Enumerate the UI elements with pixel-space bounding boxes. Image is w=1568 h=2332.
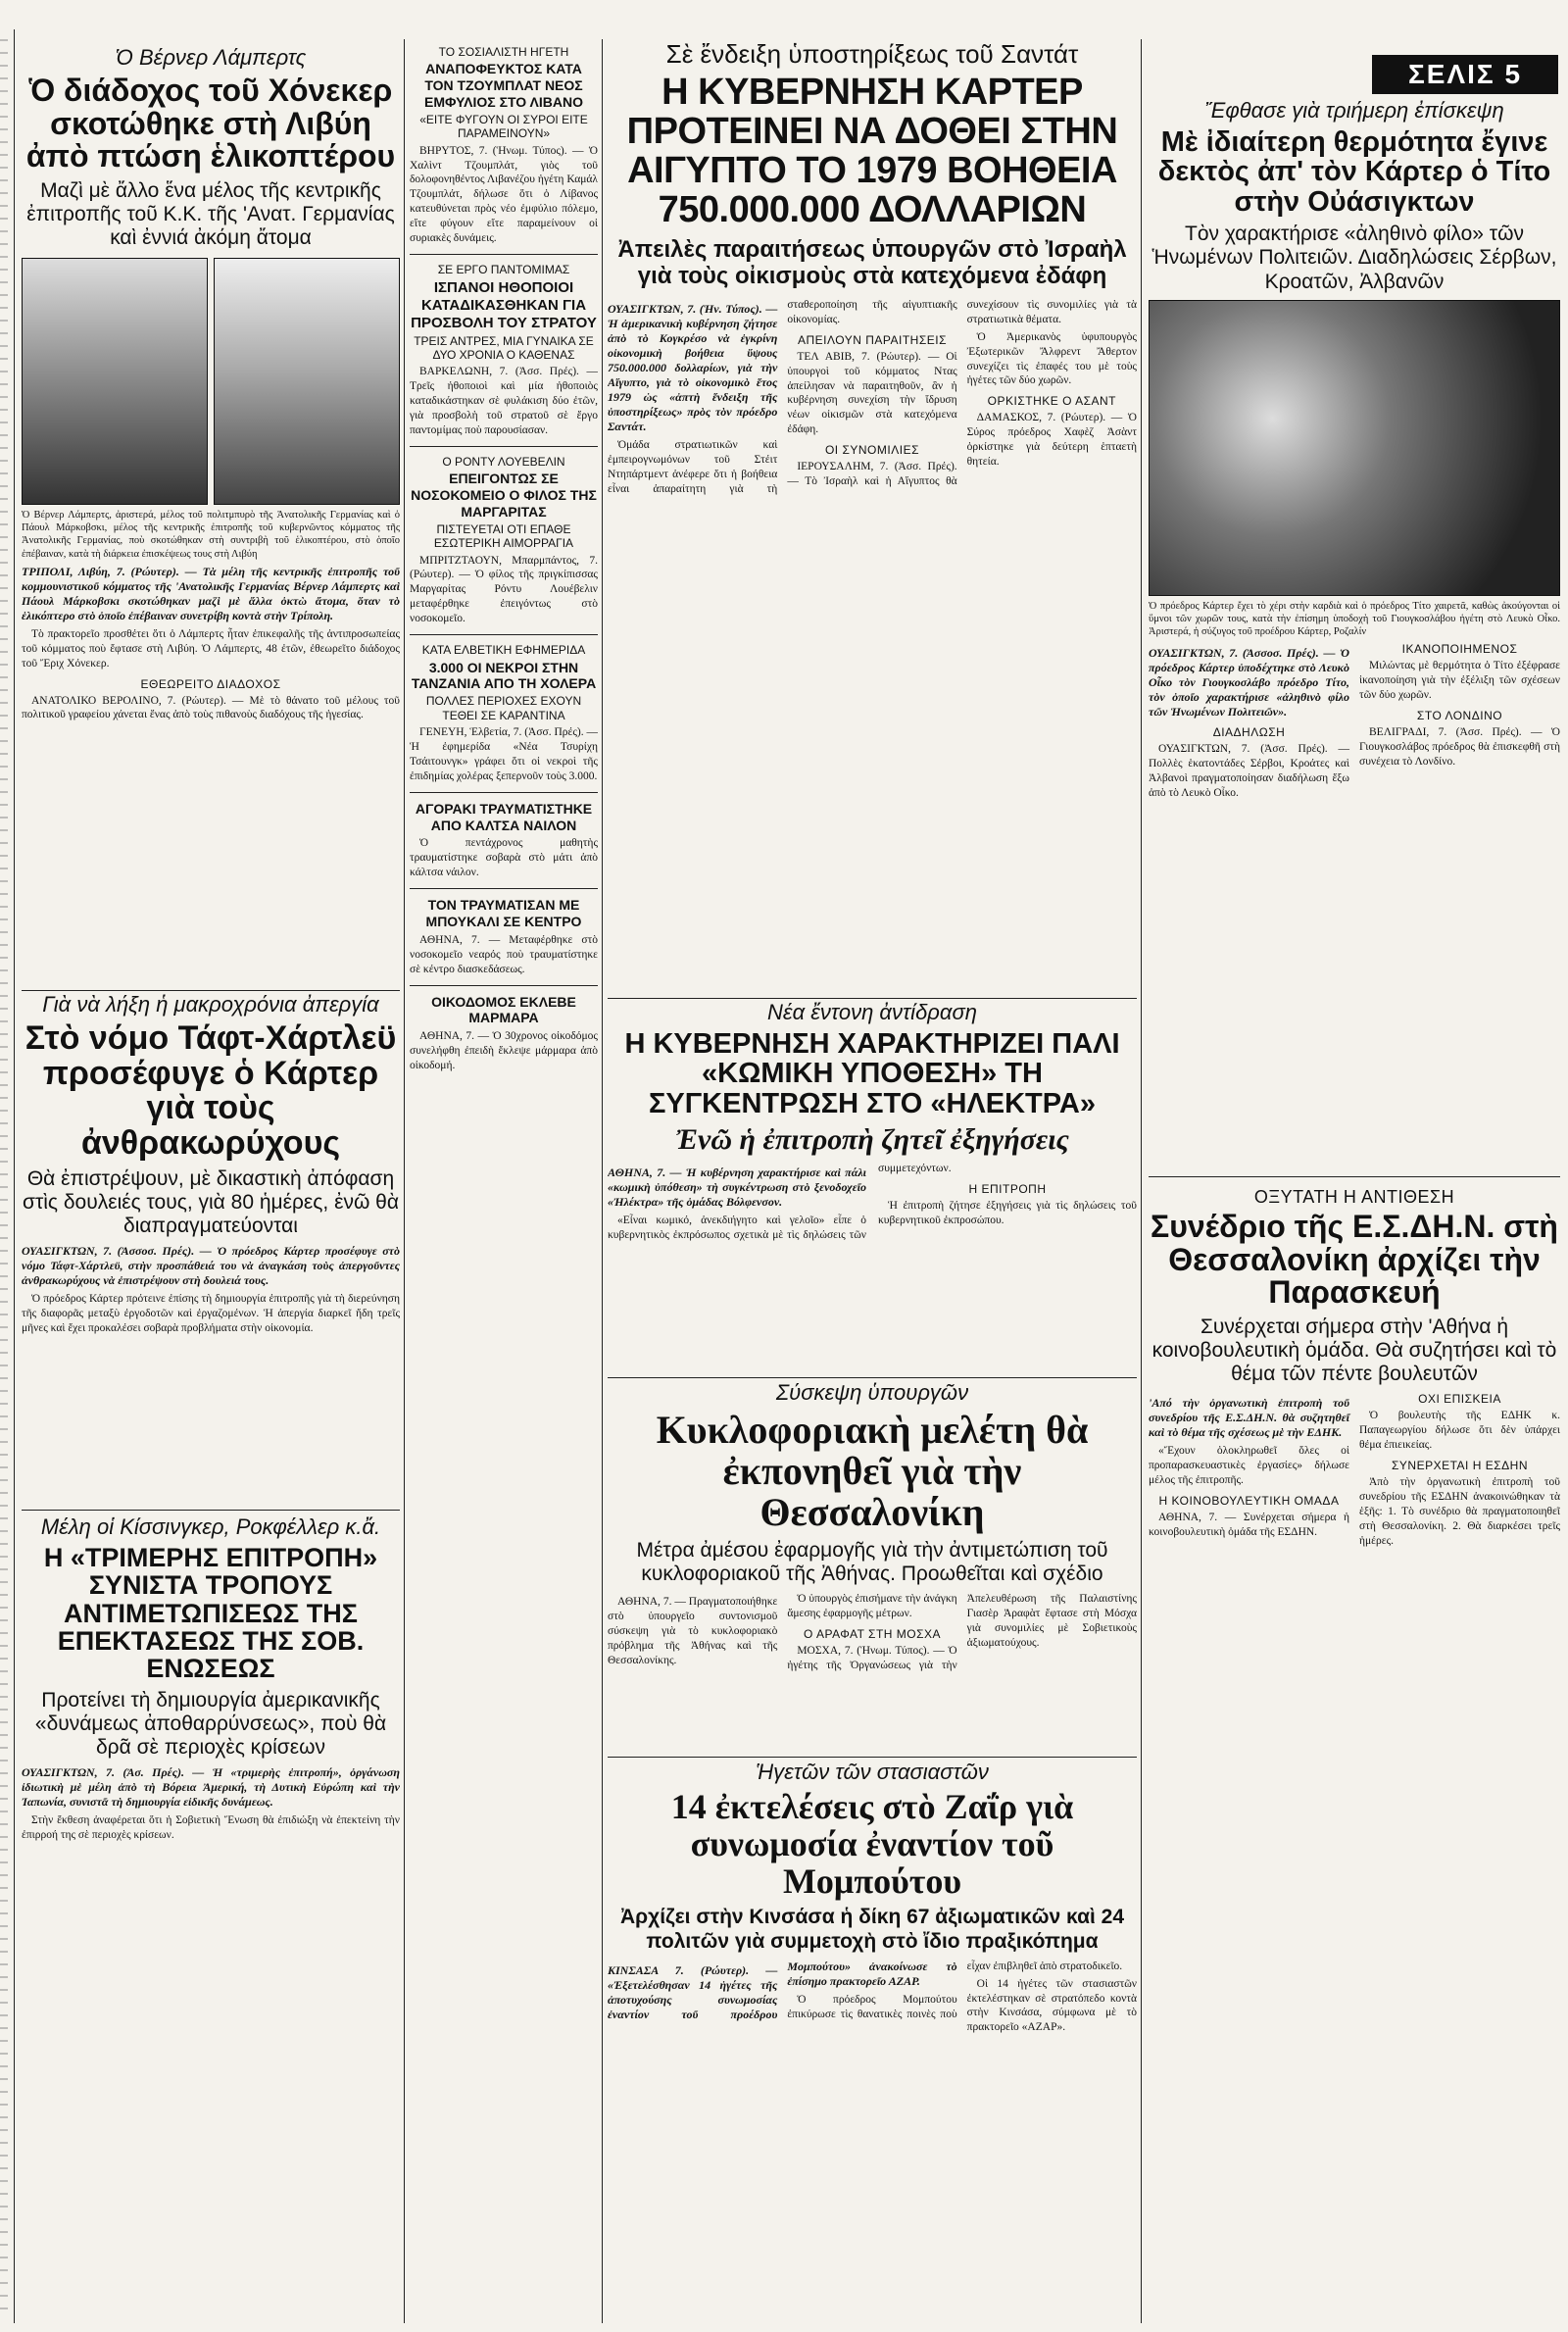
esdin-body3: Ὁ βουλευτὴς τῆς ΕΔΗΚ κ. Παπαγεωργίου δήλωσε ὅτι δὲν ὑπάρχει θέμα ἐπιεικείας. xyxy=(1359,1410,1560,1452)
traffic-headline: Κυκλοφοριακὴ μελέτη θὰ ἐκπονηθεῖ γιὰ τὴν Θεσσαλονίκη xyxy=(656,1408,1089,1534)
trilateral-headline: Η «ΤΡΙΜΕΡΗΣ ΕΠΙΤΡΟΠΗ» ΣΥΝΙΣΤΑ ΤΡΟΠΟΥΣ ΑΝΤΙΜΕΤΩΠΙΣΕΩΣ ΤΗΣ ΕΠΕΚΤΑΣΕΩΣ ΤΗΣ ΣΟΒ. ΕΝΩΣΕΩΣ xyxy=(43,1543,378,1684)
cholera-body: ΓΕΝΕΥΗ, Ἑλβετία, 7. (Ἀσσ. Πρές). — Ἡ ἐφημερίδα «Νέα Τσυρίχη Τσάιτουνγκ» γράφει ὅτι οἱ νεκροὶ τῆς ἐπιδημίας χολέρας ξεπερνοῦν τοὺς 3.000. xyxy=(410,726,598,782)
esdin-body2: ΑΘΗΝΑ, 7. — Συνέρχεται σήμερα ἡ κοινοβουλευτικὴ ὁμάδα τῆς ΕΣΔΗΝ. xyxy=(1149,1512,1349,1538)
lamberts-headline: Ὁ διάδοχος τοῦ Χόνεκερ σκοτώθηκε στὴ Λιβύη ἀπὸ πτώση ἑλικοπτέρου xyxy=(25,73,396,174)
trilateral-subhead: Προτείνει τὴ δημιουργία ἀμερικανικῆς «δυνάμεως ἀποθαρρύνσεως», ποὺ θὰ δρᾶ σὲ περιοχὲς κρίσεων xyxy=(34,1688,387,1759)
esdin-article xyxy=(1149,1181,1560,2318)
marble-headline: ΟΙΚΟΔΟΜΟΣ ΕΚΛΕΒΕ ΜΑΡΜΑΡΑ xyxy=(431,993,576,1026)
egypt-body4: Ὁ Ἀμερικανὸς ὑφυπουργὸς Ἐξωτερικῶν Ἄλφρεντ Ἄθερτον συνεχίζει τὶς ἐπαφές του μὲ τοὺς ἡγέτες τῶν δύο χωρῶν. xyxy=(966,330,1137,387)
lamberts-article xyxy=(22,45,400,1025)
electra-kicker: Νέα ἔντονη ἀντίδραση xyxy=(767,1000,977,1024)
bottle-body: ΑΘΗΝΑ, 7. — Μεταφέρθηκε στὸ νοσοκομεῖο νεαρός ποὺ τραυματίστηκε σὲ κέντρο διασκεδάσεως. xyxy=(410,933,598,975)
lebanon-body: ΒΗΡΥΤΟΣ, 7. (Ἡνωμ. Τύπος). — Ὁ Χαλὶντ Τζουμπλάτ, γιὸς τοῦ δολοφονηθέντος Λιβανέζου ἡγέτη Καμάλ Τζουμπλάτ, δήλωσε ὅτι ὁ Λίβανος κατευθύνεται πρὸς νέο ἐμφύλιο πόλεμο, εἴτε φύγουν εἴτε παραμείνουν οἱ συριακὲς δυνάμεις. xyxy=(410,144,598,245)
lamberts-lede: ΤΡΙΠΟΛΙ, Λιβύη, 7. (Ρώυτερ). — Τὰ μέλη τῆς κεντρικῆς ἐπιτροπῆς τοῦ κομμουνιστικοῦ κόμματος τῆς 'Ανατολικῆς Γερμανίας Βέρνερ Λάμπερτς καὶ Πάουλ Μάρκοβσκι σκοτώθηκαν μαζὶ μὲ ἄλλα ὀκτὼ ἄτομα, ὅταν τὸ ἑλικόπτερο στὸ ὁποῖο ἐπέβαιναν συνετρίβη κοντὰ στὴν Τρίπολη. xyxy=(22,564,400,622)
taft-kicker: Γιὰ νὰ λήξη ἡ μακροχρόνια ἀπεργία xyxy=(42,992,379,1017)
lamberts-body: Τὸ πρακτορεῖο προσθέτει ὅτι ὁ Λάμπερτς ἦταν ἐπικεφαλῆς τῆς ἀντιπροσωπείας τοῦ κόμματος ποὺ ἔφτασε στὴ Λιβύη. Ὁ Λάμπερτς, 48 ἐτῶν, ἐθεωρεῖτο διάδοχος τοῦ Ἔριχ Χόνεκερ. xyxy=(22,627,400,670)
egypt-body5: ΔΑΜΑΣΚΟΣ, 7. (Ρώυτερ). — Ὁ Σύρος πρόεδρος Χαφὲζ Ἀσὰντ ὁρκίστηκε γιὰ δεύτερη ἑπταετὴ θητεία. xyxy=(966,412,1137,469)
zaire-subhead: Ἀρχίζει στὴν Κινσάσα ἡ δίκη 67 ἀξιωματικῶν καὶ 24 πολιτῶν γιὰ συμμετοχὴ στὸ ἴδιο πραξικόπημα xyxy=(619,1906,1125,1953)
roddy-body: ΜΠΡΙΤΖΤΑΟΥΝ, Μπαρμπάντος, 7. (Ρώυτερ). — Ὁ φίλος τῆς πριγκίπισσας Μαργαρίτας Ρόντυ Λουέβελιν μεταφέρθηκε ἐπειγόντως στὸ νοσοκομεῖο. xyxy=(410,554,598,625)
electra-headline: Η ΚΥΒΕΡΝΗΣΗ ΧΑΡΑΚΤΗΡΙΖΕΙ ΠΑΛΙ «ΚΩΜΙΚΗ ΥΠΟΘΕΣΗ» ΤΗ ΣΥΓΚΕΝΤΡΩΣΗ ΣΤΟ «ΗΛΕΚΤΡΑ» xyxy=(624,1028,1120,1119)
esdin-lede: 'Από τὴν ὀργανωτικὴ ἐπιτροπὴ τοῦ συνεδρίου τῆς Ε.Σ.ΔΗ.Ν. θὰ συζητηθεῖ καὶ τὸ θέμα τῆς σχέσεως μὲ τὴν ΕΔΗΚ. xyxy=(1149,1396,1349,1440)
esdin-kicker: ΟΞΥΤΑΤΗ Η ΑΝΤΙΘΕΣΗ xyxy=(1253,1187,1455,1207)
esdin-section-group: Η ΚΟΙΝΟΒΟΥΛΕΥΤΙΚΗ ΟΜΑΔΑ xyxy=(1158,1494,1340,1509)
traffic-body: ΑΘΗΝΑ, 7. — Πραγματοποιήθηκε στὸ ὑπουργεῖο συντονισμοῦ σύσκεψη γιὰ τὸ κυκλοφοριακὸ πρόβλημα τῆς Ἀθήνας καὶ τῆς Θεσσαλονίκης. xyxy=(608,1596,778,1667)
marble-body: ΑΘΗΝΑ, 7. — Ὁ 30χρονος οἰκοδόμος συνελήφθη ἐπειδὴ ἔκλεψε μάρμαρα ἀπὸ οἰκοδομή. xyxy=(410,1030,598,1072)
trilateral-kicker: Μέλη οἱ Κίσσινγκερ, Ροκφέλλερ κ.ἄ. xyxy=(40,1514,381,1539)
egypt-body2: ΤΕΛ ΑΒΙΒ, 7. (Ρώυτερ). — Οἱ ὑπουργοὶ τοῦ κόμματος Ντας ἀπείλησαν νὰ παραιτηθοῦν, ἂν ἡ κυβέρνηση συνεχίση τὴν ἵδρυση νέων οἰκισμῶν στὰ κατεχόμενα ἐδάφη. xyxy=(787,350,957,436)
egypt-body3: ΙΕΡΟΥΣΑΛΗΜ, 7. (Ἀσσ. Πρές). — Τὸ Ἰσραὴλ καὶ ἡ Αἴγυπτος θὰ συνεχίσουν τὶς συνομιλίες γιὰ τὰ στρατιωτικὰ θέματα. xyxy=(787,298,1137,488)
egypt-lede: ΟΥΑΣΙΓΚΤΩΝ, 7. (Ἡν. Τύπος). — Ἡ ἀμερικανικὴ κυβέρνηση ζήτησε ἀπὸ τὸ Κογκρέσο νὰ ἐγκρίνη οἰκονομικὴ βοήθεια ὕψους 750.000.000 δολλαρίων, γιὰ τὴν Αἴγυπτο, γιὰ τὸ οἰκονομικὸ ἔτος 1979 ὡς «ἁπτὴ ἔνδειξη τῆς ὑποστηρίξεως» πρὸς τὸν πρόεδρο Σαντάτ. xyxy=(608,301,778,433)
cholera-section: ΚΑΤΑ ΕΛΒΕΤΙΚΗ ΕΦΗΜΕΡΙΔΑ xyxy=(421,643,586,658)
tito-body: ΟΥΑΣΙΓΚΤΩΝ, 7. (Ἀσσ. Πρές). — Πολλὲς ἑκατοντάδες Σέρβοι, Κροάτες καὶ Ἀλβανοὶ πραγματοποίησαν διαδήλωση ἔξω ἀπὸ τὸ Λευκὸ Οἶκο. xyxy=(1149,743,1349,799)
egypt-kicker: Σὲ ἔνδειξη ὑποστηρίξεως τοῦ Σαντάτ xyxy=(665,39,1079,69)
taft-body: Ὁ πρόεδρος Κάρτερ πρότεινε ἐπίσης τὴ δημιουργία ἐπιτροπῆς γιὰ τὴ διερεύνηση τῆς διαφορᾶς μεταξὺ ἐργοδοτῶν καὶ ἐργαζομένων. Ἡ ἀπεργία διαρκεῖ ἤδη τρεῖς μῆνες καὶ ἔχει προκαλέσει σοβαρὰ προβλήματα στὴν οἰκονομία. xyxy=(22,1293,400,1335)
electra-article xyxy=(608,1000,1137,1372)
lebanon-headline: ΑΝΑΠΟΦΕΥΚΤΟΣ ΚΑΤΑ ΤΟΝ ΤΖΟΥΜΠΛΑΤ ΝΕΟΣ ΕΜΦΥΛΙΟΣ ΣΤΟ ΛΙΒΑΝΟ xyxy=(424,61,583,110)
markowski-photo xyxy=(214,258,400,505)
taft-hartley-article xyxy=(22,992,400,1502)
tito-photo-caption: Ὁ πρόεδρος Κάρτερ ἔχει τὸ χέρι στὴν καρδιὰ καὶ ὁ πρόεδρος Τίτο χαιρετᾶ, καθὼς ἀκούγονται οἱ ὕμνοι τῶν χωρῶν τους, κατὰ τὴν ἐπίσημη ὑποδοχὴ τοῦ Γιουγκοσλάβου ἡγέτη στὸ Λευκὸ Οἶκο. Ἀριστερά, ἡ σύζυγος τοῦ προέδρου Κάρτερ, Ροζαλίν xyxy=(1149,600,1560,637)
actors-body: ΒΑΡΚΕΛΩΝΗ, 7. (Ἀσσ. Πρές). — Τρεῖς ἠθοποιοὶ καὶ μία ἠθοποιὸς καταδικάστηκαν σὲ φυλάκιση δύο ἐτῶν, γιὰ προσβολὴ τοῦ στρατοῦ σὲ ἔργο παντομίμας ποὺ παρουσίασαν. xyxy=(410,366,598,437)
tito-section-satisfied: ΙΚΑΝΟΠΟΙΗΜΕΝΟΣ xyxy=(1401,642,1518,657)
tito-body2: Μιλώντας μὲ θερμότητα ὁ Τίτο ἐξέφρασε ἱκανοποίηση γιὰ τὴν ἐξέλιξη τῶν σχέσεων τῶν δύο χωρῶν. xyxy=(1359,660,1560,701)
egypt-aid-article xyxy=(608,39,1137,1019)
electra-section: Η ΕΠΙΤΡΟΠΗ xyxy=(968,1181,1047,1196)
trilateral-lede: ΟΥΑΣΙΓΚΤΩΝ, 7. (Ἀσ. Πρές). — Ἡ «τριμερὴς ἐπιτροπή», ὀργάνωση ἰδιωτικὴ μὲ μέλη ἀπὸ τὴ Βόρεια Ἀμερική, τὴ Δυτικὴ Εὐρώπη καὶ τὴν Ἰαπωνία, συνιστᾶ τὴ δημιουργία εἰδικῆς δυνάμεως. xyxy=(22,1765,400,1810)
electra-subhead: Ἐνῶ ἡ ἐπιτροπὴ ζητεῖ ἐξηγήσεις xyxy=(675,1123,1069,1157)
esdin-section-convenes: ΣΥΝΕΡΧΕΤΑΙ Η ΕΣΔΗΝ xyxy=(1392,1459,1528,1473)
lamberts-kicker: Ὁ Βέρνερ Λάμπερτς xyxy=(115,45,307,70)
zaire-kicker: Ἡγετῶν τῶν στασιαστῶν xyxy=(756,1760,989,1784)
taft-lede: ΟΥΑΣΙΓΚΤΩΝ, 7. (Ἀσσοσ. Πρές). — Ὁ πρόεδρος Κάρτερ προσέφυγε στὸ νόμο Τάφτ-Χάρτλεϋ, στὴν προσπάθειά του νὰ ἀναγκάση τοὺς ἀπεργοῦντες ἀνθρακωρύχους νὰ ἐπιστρέψουν στὴ δουλειά τους. xyxy=(22,1244,400,1288)
tito-article xyxy=(1149,98,1560,1176)
actors-section: ΣΕ ΕΡΓΟ ΠΑΝΤΟΜΙΜΑΣ xyxy=(437,263,570,277)
traffic-subhead: Μέτρα ἀμέσου ἐφαρμογῆς γιὰ τὴν ἀντιμετώπιση τοῦ κυκλοφοριακοῦ τῆς Ἀθήνας. Προωθεῖται καὶ σχέδιο xyxy=(636,1539,1108,1586)
lamberts-photo xyxy=(22,258,208,505)
lamberts-subhead: Μαζὶ μὲ ἄλλο ἕνα μέλος τῆς κεντρικῆς ἐπιτροπῆς τοῦ Κ.Κ. τῆς 'Ανατ. Γερμανίας καὶ ἐννιά ἀκόμη ἄτομα xyxy=(26,178,395,250)
briefs-column xyxy=(410,43,598,2317)
lamberts-section: ΕΘΕΩΡΕΙΤΟ ΔΙΑΔΟΧΟΣ xyxy=(140,676,281,691)
esdin-subhead: Συνέρχεται σήμερα στὴν 'Αθήνα ἡ κοινοβουλευτικὴ ὁμάδα. Θὰ συζητήσει καὶ τὸ θέμα τῶν πέντε βουλευτῶν xyxy=(1152,1315,1557,1386)
zaire-headline: 14 ἐκτελέσεις στὸ Ζαΐρ γιὰ συνωμοσία ἐναντίον τοῦ Μομπούτου xyxy=(670,1787,1074,1901)
tito-body3: ΒΕΛΙΓΡΑΔΙ, 7. (Ἀσσ. Πρές). — Ὁ Γιουγκοσλάβος πρόεδρος θὰ ἐπισκεφθῆ στὴ συνέχεια τὸ Λονδίνο. xyxy=(1359,725,1560,768)
tito-lede: ΟΥΑΣΙΓΚΤΩΝ, 7. (Ἀσσοσ. Πρές). — Ὁ πρόεδρος Κάρτερ ὑποδέχτηκε στὸ Λευκὸ Οἶκο τὸν Γιουγκοσλάβο πρόεδρο Τίτο, τὸν ὁποῖο χαρακτήρισε «ἀληθινὸ φίλο τῶν Ἡνωμένων Πολιτειῶν». xyxy=(1149,646,1349,719)
egypt-section-resign: ΑΠΕΙΛΟΥΝ ΠΑΡΑΙΤΗΣΕΙΣ xyxy=(797,332,947,347)
traffic-kicker: Σύσκεψη ὑπουργῶν xyxy=(775,1380,969,1405)
egypt-section-talks: ΟΙ ΣΥΝΟΜΙΛΙΕΣ xyxy=(824,443,919,458)
tito-section-london: ΣΤΟ ΛΟΝΔΙΝΟ xyxy=(1416,708,1503,722)
taft-subhead: Θὰ ἐπιστρέψουν, μὲ δικαστικὴ ἀπόφαση στὶς δουλειές τους, γιὰ 80 ἡμέρες, ἐνῶ θὰ διαπραγματεύονται xyxy=(22,1166,399,1238)
tito-kicker: Ἔφθασε γιὰ τριήμερη ἐπίσκεψη xyxy=(1204,98,1504,123)
zaire-lede: ΚΙΝΣΑΣΑ 7. (Ρώυτερ). — «Ἐξετελέσθησαν 14 ἡγέτες τῆς ἀποτυχούσης συνωμοσίας ἐναντίον τοῦ προέδρου Μομπούτου» ἀνακοίνωσε τὸ ἐπίσημο πρακτορεῖο ΑΖΑΡ. xyxy=(608,1959,957,2021)
tito-carter-photo xyxy=(1149,300,1560,596)
egypt-section-assad: ΟΡΚΙΣΤΗΚΕ Ο ΑΣΑΝΤ xyxy=(987,394,1116,409)
taft-headline: Στὸ νόμο Τάφτ-Χάρτλεϋ προσέφυγε ὁ Κάρτερ γιὰ τοὺς ἀνθρακωρύχους xyxy=(24,1019,397,1163)
trilateral-body: Στὴν ἔκθεση ἀναφέρεται ὅτι ἡ Σοβιετικὴ Ἕνωση θὰ ἐπιδιώξη νὰ ἐπεκτείνη τὴν ἐπιρροή της σὲ περιοχὲς κρίσεων. xyxy=(22,1814,400,1842)
tito-subhead: Τὸν χαρακτήρισε «ἀληθινὸ φίλο» τῶν Ἡνωμένων Πολιτειῶν. Διαδηλώσεις Σέρβων, Κροατῶν, Ἀλβανῶν xyxy=(1152,223,1557,293)
lamberts-photo-caption: Ὁ Βέρνερ Λάμπερτς, ἀριστερά, μέλος τοῦ πολιτμπυρὸ τῆς Ἀνατολικῆς Γερμανίας καὶ ὁ Πάουλ Μάρκοβσκι, μέλος τῆς κεντρικῆς ἐπιτροπῆς τοῦ κυβερνῶντος κόμματος τῆς Ἀνατολικῆς Γερμανίας, ποὺ σκοτώθηκαν στὴ συντριβὴ τοῦ ἑλικοπτέρου, στὸ ὁποῖο ἐπέβαιναν, κατὰ τὴ διάρκεια ἐπισκέψεως τους στὴ Λιβύη xyxy=(22,510,400,560)
roddy-section: Ο ΡΟΝΤΥ ΛΟΥΕΒΕΛΙΝ xyxy=(442,454,565,469)
arafat-body: ΜΟΣΧΑ, 7. (Ἡνωμ. Τύπος). — Ὁ ἡγέτης τῆς Ὀργανώσεως γιὰ τὴν Ἀπελευθέρωση τῆς Παλαιστίνης Γιασὲρ Ἀραφὰτ ἔφτασε στὴ Μόσχα γιὰ συνομιλίες μὲ Σοβιετικοὺς ἀξιωματούχους. xyxy=(787,1593,1137,1672)
electra-body2: Ἡ ἐπιτροπὴ ζήτησε ἐξηγήσεις γιὰ τὶς δηλώσεις τοῦ κυβερνητικοῦ ἐκπροσώπου. xyxy=(878,1199,1137,1226)
page-label: ΣΕΛΙΣ 5 xyxy=(1372,55,1558,94)
zaire-article xyxy=(608,1760,1137,2318)
actors-subhead: ΤΡΕΙΣ ΑΝΤΡΕΣ, ΜΙΑ ΓΥΝΑΙΚΑ ΣΕ ΔΥΟ ΧΡΟΝΙΑ Ο ΚΑΘΕΝΑΣ xyxy=(414,333,594,362)
boy-body: Ὁ πεντάχρονος μαθητὴς τραυματίστηκε σοβαρὰ στὸ μάτι ἀπὸ κάλτσα νάιλον. xyxy=(410,837,598,879)
lebanon-subhead: «ΕΙΤΕ ΦΥΓΟΥΝ ΟΙ ΣΥΡΟΙ ΕΙΤΕ ΠΑΡΑΜΕΙΝΟΥΝ» xyxy=(419,112,588,141)
zaire-body2: Οἱ 14 ἡγέτες τῶν στασιαστῶν ἐκτελέστηκαν σὲ στρατόπεδο κοντὰ στὴν Κινσάσα, σύμφωνα μὲ τὸ πρακτορεῖο «ΑΖΑΡ». xyxy=(966,1977,1137,2034)
esdin-section-leniency: ΟΧΙ ΕΠΙΣΚΕΙΑ xyxy=(1418,1392,1501,1407)
egypt-headline: Η ΚΥΒΕΡΝΗΣΗ ΚΑΡΤΕΡ ΠΡΟΤΕΙΝΕΙ ΝΑ ΔΟΘΕΙ ΣΤΗΝ ΑΙΓΥΠΤΟ ΤΟ 1979 ΒΟΗΘΕΙΑ 750.000.000 ΔΟΛΛΑΡΙΩΝ xyxy=(626,72,1118,230)
tito-section-demo: ΔΙΑΔΗΛΩΣΗ xyxy=(1212,725,1286,740)
electra-lede: ΑΘΗΝΑ, 7. — Ἡ κυβέρνηση χαρακτήρισε καὶ πάλι «κωμικὴ ὑπόθεση» τὴ συγκέντρωση στὸ ξενοδοχεῖο «Ἠλέκτρα» τῆς ὁμάδας Βόλφενσον. xyxy=(608,1165,866,1209)
roddy-subhead: ΠΙΣΤΕΥΕΤΑΙ ΟΤΙ ΕΠΑΘΕ ΕΣΩΤΕΡΙΚΗ ΑΙΜΟΡΡΑΓΙΑ xyxy=(433,521,574,551)
traffic-body2: Ὁ ὑπουργὸς ἐπισήμανε τὴν ἀνάγκη ἄμεσης ἐφαρμογῆς μέτρων. xyxy=(787,1593,957,1620)
zaire-body: Ὁ πρόεδρος Μομπούτου ἐπικύρωσε τὶς θανατικὲς ποινὲς ποὺ εἶχαν ἐπιβληθεῖ ἀπὸ στρατοδικεῖο. xyxy=(787,1960,1123,2020)
traffic-article xyxy=(608,1380,1137,1753)
arafat-section: Ο ΑΡΑΦΑΤ ΣΤΗ ΜΟΣΧΑ xyxy=(803,1627,942,1642)
egypt-subhead: Ἀπειλὲς παραιτήσεως ὑπουργῶν στὸ Ἰσραὴλ γιὰ τοὺς οἰκισμοὺς στὰ κατεχόμενα ἐδάφη xyxy=(617,235,1127,290)
lamberts-body2: ΑΝΑΤΟΛΙΚΟ ΒΕΡΟΛΙΝΟ, 7. (Ρώυτερ). — Μὲ τὸ θάνατο τοῦ μέλους τοῦ πολιτικοῦ γραφείου χάνεται ἕνας ἀπὸ τοὺς πιθανοὺς διαδόχους τῆς ἡγεσίας. xyxy=(22,694,400,721)
egypt-body: Ὁμάδα στρατιωτικῶν καὶ ἐμπειρογνωμόνων τοῦ Στέιτ Ντηπάρτμεντ ἀνέφερε ὅτι ἡ βοήθεια εἶναι ἀπαραίτητη γιὰ τὴ σταθεροποίηση τῆς αἰγυπτιακῆς οἰκονομίας. xyxy=(608,298,957,495)
boy-headline: ΑΓΟΡΑΚΙ ΤΡΑΥΜΑΤΙΣΤΗΚΕ ΑΠΟ ΚΑΛΤΣΑ ΝΑΙΛΟΝ xyxy=(415,800,593,833)
trilateral-article xyxy=(22,1514,400,2318)
tito-headline: Μὲ ἰδιαίτερη θερμότητα ἔγινε δεκτὸς ἀπ' τὸν Κάρτερ ὁ Τίτο στὴν Οὐάσιγκτων xyxy=(1157,126,1551,218)
actors-headline: ΙΣΠΑΝΟΙ ΗΘΟΠΟΙΟΙ ΚΑΤΑΔΙΚΑΣΘΗΚΑΝ ΓΙΑ ΠΡΟΣΒΟΛΗ ΤΟΥ ΣΤΡΑΤΟΥ xyxy=(411,278,597,331)
esdin-body: «Ἔχουν ὁλοκληρωθεῖ ὅλες οἱ προπαρασκευαστικὲς ἐργασίες» δήλωσε μέλος τῆς ἐπιτροπῆς. xyxy=(1149,1445,1349,1487)
bottle-headline: ΤΟΝ ΤΡΑΥΜΑΤΙΣΑΝ ΜΕ ΜΠΟΥΚΑΛΙ ΣΕ ΚΕΝΤΡΟ xyxy=(425,897,582,929)
roddy-headline: ΕΠΕΙΓΟΝΤΩΣ ΣΕ ΝΟΣΟΚΟΜΕΙΟ Ο ΦΙΛΟΣ ΤΗΣ ΜΑΡΓΑΡΙΤΑΣ xyxy=(411,471,597,520)
cholera-headline: 3.000 ΟΙ ΝΕΚΡΟΙ ΣΤΗΝ ΤΑΝΖΑΝΙΑ ΑΠΟ ΤΗ ΧΟΛΕΡΑ xyxy=(411,659,597,692)
esdin-body4: Ἀπὸ τὴν ὀργανωτικὴ ἐπιτροπὴ τοῦ συνεδρίου τῆς ΕΣΔΗΝ ἀνακοινώθηκαν τὰ ἑξῆς: 1. Τὸ συνέδριο θὰ πραγματοποιηθεῖ στὴ Θεσσαλονίκη. 2. Θὰ διαρκέσει τρεῖς ἡμέρες. xyxy=(1359,1476,1560,1547)
esdin-headline: Συνέδριο τῆς Ε.Σ.ΔΗ.Ν. στὴ Θεσσαλονίκη ἀρχίζει τὴν Παρασκευή xyxy=(1151,1209,1558,1311)
left-edge-fragment xyxy=(0,39,14,2323)
lebanon-section: ΤΟ ΣΟΣΙΑΛΙΣΤΗ ΗΓΕΤΗ xyxy=(438,45,569,59)
electra-body: «Εἶναι κωμικό, ἀνεκδιήγητο καὶ γελοῖο» εἶπε ὁ κυβερνητικὸς ἐκπρόσωπος σχετικὰ μὲ τὶς δηλώσεις τῶν συμμετεχόντων. xyxy=(608,1162,952,1241)
cholera-subhead: ΠΟΛΛΕΣ ΠΕΡΙΟΧΕΣ ΕΧΟΥΝ ΤΕΘΕΙ ΣΕ ΚΑΡΑΝΤΙΝΑ xyxy=(425,694,582,722)
